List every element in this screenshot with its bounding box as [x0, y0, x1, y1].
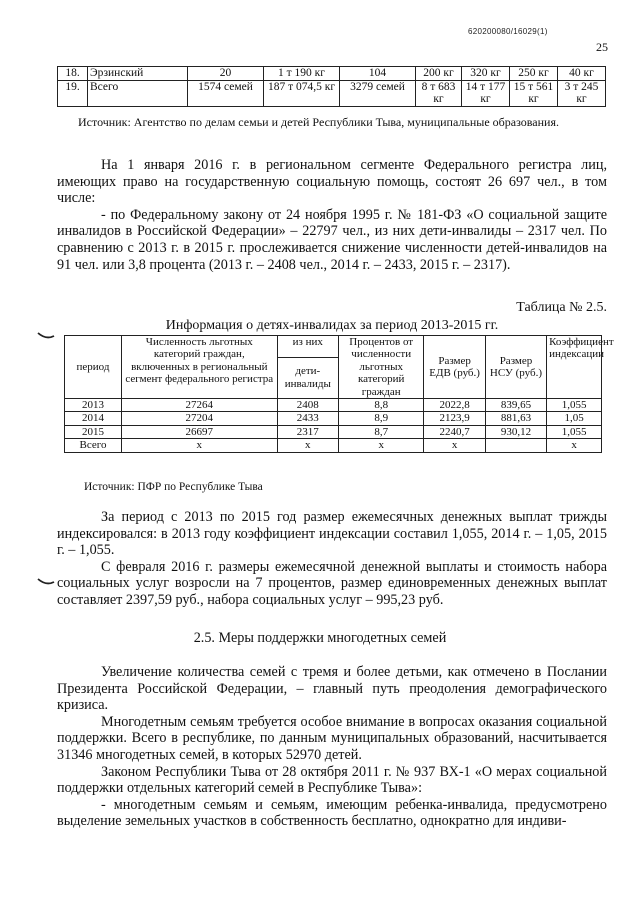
- table-cell: 1,055: [547, 399, 602, 412]
- table-row: [58, 80, 606, 106]
- table-cell: Всего: [88, 80, 188, 106]
- table-cell: 20: [188, 67, 264, 81]
- disabled-children-table: [64, 335, 614, 453]
- table-cell: 40 кг: [558, 67, 606, 81]
- header-period: период: [65, 336, 122, 399]
- table-cell: х: [547, 439, 602, 452]
- table-cell: 14 т 177 кг: [462, 80, 510, 106]
- paragraph: На 1 января 2016 г. в региональном сегменте Федерального регистра лиц, имеющих право на государственную социальную помощь, состоят 26 697 чел., в том числе:: [57, 157, 607, 207]
- table-cell: Эрзинский: [88, 67, 188, 81]
- paragraph: - по Федеральному закону от 24 ноября 1995 г. № 181-ФЗ «О социальной защите инвалидов в Российской Федерации» – 22797 чел., из них дети-инвалиды – 2317 чел. По сравнению с 2013 г. в 2015 г. прослеживается снижение численности детей-инвалидов на 91 чел. или 3,8 процента (2013 г. – 2408 чел., 2014 г. – 2433, 2015 г. – 2317).: [57, 206, 607, 273]
- table-row: [65, 412, 602, 425]
- table-cell: х: [338, 439, 423, 452]
- table-row: [65, 439, 602, 452]
- table-cell: Всего: [65, 439, 122, 452]
- table-cell: 2240,7: [424, 425, 485, 438]
- table-cell: х: [121, 439, 277, 452]
- header-nsu: Размер НСУ (руб.): [485, 336, 546, 399]
- table-row: [65, 399, 602, 412]
- header-of-them: из них: [277, 336, 338, 358]
- header-count: Численность льготных категорий граждан, включенных в региональный сегмент федерального регистра: [121, 336, 277, 399]
- header-children: дети-инвалиды: [277, 357, 338, 399]
- table-cell: 8,9: [338, 412, 423, 425]
- table-cell: 1,05: [547, 412, 602, 425]
- paragraph: С февраля 2016 г. размеры ежемесячной денежной выплаты и стоимость набора социальных услуг возросли на 7 процентов, размер единовременных денежных выплат составляет 2397,59 руб., набора социальных услуг – 995,23 руб.: [57, 558, 607, 608]
- section-heading: 2.5. Меры поддержки многодетных семей: [193, 630, 447, 646]
- table-cell: [485, 439, 546, 452]
- table-cell: 1574 семей: [188, 80, 264, 106]
- header-percent: Процентов от численности льготных категорий граждан: [338, 336, 423, 399]
- table-cell: 8 т 683 кг: [416, 80, 462, 106]
- table-cell: 1 т 190 кг: [264, 67, 340, 81]
- table-cell: 26697: [121, 425, 277, 438]
- families-aid-table: [57, 66, 606, 107]
- table-cell: 839,65: [485, 399, 546, 412]
- table-cell: 2123,9: [424, 412, 485, 425]
- table-cell: х: [277, 439, 338, 452]
- page-number: 25: [596, 40, 608, 54]
- table-cell: 2317: [277, 425, 338, 438]
- table-cell: 2022,8: [424, 399, 485, 412]
- table2-caption: Таблица № 2.5.: [516, 300, 607, 315]
- paragraph: Законом Республики Тыва от 28 октября 2011 г. № 937 ВХ-1 «О мерах социальной поддержки отдельных категорий семей в Республике Тыва»:: [57, 763, 607, 797]
- paragraph: - многодетным семьям и семьям, имеющим ребенка-инвалида, предусмотрено выделение земельных участков в собственность бесплатно, однократно для индиви-: [57, 796, 607, 830]
- paragraph: Многодетным семьям требуется особое внимание в вопросах оказания социальной поддержки. Всего в республике, по данным муниципальных образований, насчитывается 31346 многодетных семей, в которых 52970 детей.: [57, 713, 607, 763]
- table-cell: 2433: [277, 412, 338, 425]
- table-cell: 27264: [121, 399, 277, 412]
- registry-paragraphs: [57, 157, 607, 273]
- scan-margin-mark: [37, 577, 55, 587]
- paragraph: За период с 2013 по 2015 год размер ежемесячных денежных выплат трижды индексировался: в 2013 году коэффициент индексации составил 1,055, 2014 г. – 1,05, 2015 г. – 1,055.: [57, 509, 607, 559]
- table2-source: Источник: ПФР по Республике Тыва: [84, 481, 263, 493]
- table2-title: Информация о детях-инвалидах за период 2013-2015 гг.: [165, 318, 499, 333]
- table-cell: 2014: [65, 412, 122, 425]
- table1-source: Источник: Агентство по делам семьи и детей Республики Тыва, муниципальные образования.: [78, 115, 559, 129]
- table-cell: 187 т 074,5 кг: [264, 80, 340, 106]
- large-families-paragraphs: [57, 664, 607, 830]
- table-row: [58, 67, 606, 81]
- table-cell: 15 т 561 кг: [510, 80, 558, 106]
- table-cell: 2408: [277, 399, 338, 412]
- scan-margin-mark: [37, 331, 55, 341]
- header-edv: Размер ЕДВ (руб.): [424, 336, 485, 399]
- table-header-row: [65, 336, 602, 358]
- table-cell: 881,63: [485, 412, 546, 425]
- paragraph: Увеличение количества семей с тремя и более детьми, как отмечено в Послании Президента Российской Федерации, – главный путь преодоления демографического кризиса.: [57, 664, 607, 714]
- table-cell: 18.: [58, 67, 88, 81]
- table-cell: 930,12: [485, 425, 546, 438]
- table-cell: 8,8: [338, 399, 423, 412]
- table-cell: 250 кг: [510, 67, 558, 81]
- table-cell: 8,7: [338, 425, 423, 438]
- table-cell: 104: [340, 67, 416, 81]
- table-cell: 3 т 245 кг: [558, 80, 606, 106]
- table-cell: х: [424, 439, 485, 452]
- header-coef: Коэффициент индексации: [547, 336, 602, 399]
- table-row: [65, 425, 602, 438]
- table-cell: 1,055: [547, 425, 602, 438]
- table-cell: 200 кг: [416, 67, 462, 81]
- table-cell: 3279 семей: [340, 80, 416, 106]
- table-cell: 27204: [121, 412, 277, 425]
- indexation-paragraphs: [57, 509, 607, 609]
- table-cell: 2013: [65, 399, 122, 412]
- table-cell: 19.: [58, 80, 88, 106]
- table-cell: 2015: [65, 425, 122, 438]
- table-cell: 320 кг: [462, 67, 510, 81]
- document-id: 620200080/16029(1): [468, 27, 548, 36]
